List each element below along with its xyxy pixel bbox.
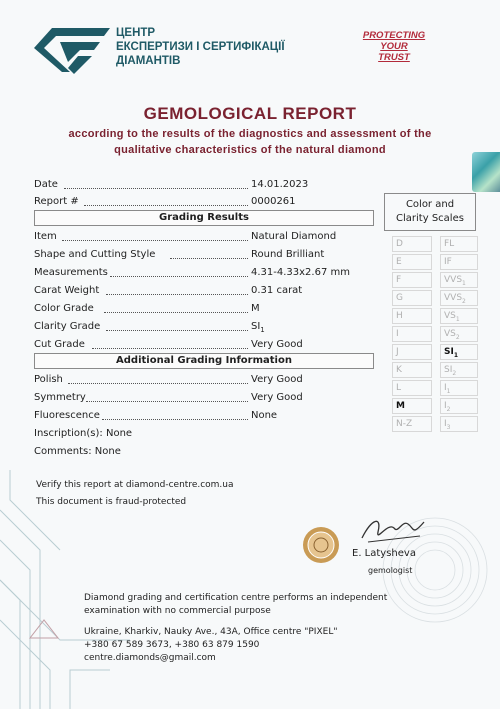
clarity-scale-cell: $SI_1$ [440,344,478,360]
comments-row: Comments: None [34,446,121,457]
footer-phones: +380 67 589 3673, +380 63 879 1590 [84,640,260,650]
additional-grading-header: Additional Grading Information [34,353,374,369]
fraud-text: This document is fraud-protected [36,497,187,507]
inscription-row: Inscription(s): None [34,428,133,439]
clarity-scale-cell: $VS_1$ [440,308,478,324]
color-scale-cell: M [392,398,432,414]
clarity-scale-cell: $VVS_2$ [440,290,478,306]
signer-role: gemologist [368,566,413,575]
color-scale-cell: I [392,326,432,342]
date-row: Date 14.01.2023 [34,176,372,193]
verify-text: Verify this report at diamond-centre.com.ua [36,480,234,490]
report-subtitle: according to the results of the diagnostics and assessment of the qualitative characteristics of the natural diamond [68,128,432,156]
footer-line2: examination with no commercial purpose [84,606,271,616]
shape-row: Shape and Cutting Style Round Brilliant [34,246,372,263]
clarity-scale-cell: $I_2$ [440,398,478,414]
carat-row: Carat Weight 0.31 carat [34,282,372,299]
scales-title: Color and Clarity Scales [384,193,476,231]
scale-row [392,236,478,254]
clarity-scale-cell: IF [440,254,478,270]
company-logo [34,26,110,76]
hologram-sticker [472,152,500,192]
clarity-scale-cell: $VS_2$ [440,326,478,342]
color-scale-cell: K [392,362,432,378]
scale-row [392,290,478,308]
symmetry-row: Symmetry Very Good [34,389,372,406]
clarity-scale-cell: $VVS_1$ [440,272,478,288]
polish-row: Polish Very Good [34,371,372,388]
gold-seal-icon [302,526,340,564]
report-number-value: 0000261 [251,196,296,207]
fluorescence-row: Fluorescence None [34,407,372,424]
clarity-scale-cell: $I_1$ [440,380,478,396]
scale-row [392,308,478,326]
color-scale-cell: D [392,236,432,252]
scale-row [392,398,478,416]
scale-row [392,272,478,290]
color-grade-row: Color Grade M [34,300,372,317]
scale-row [392,362,478,380]
measurements-row: Measurements 4.31-4.33x2.67 mm [34,264,372,281]
color-scale-cell: L [392,380,432,396]
footer-address: Ukraine, Kharkiv, Nauky Ave., 43A, Office centre "PIXEL" [84,627,338,637]
scale-row [392,380,478,398]
clarity-scale-cell: $I_3$ [440,416,478,432]
scale-row [392,344,478,362]
color-scale-cell: H [392,308,432,324]
color-scale-cell: E [392,254,432,270]
clarity-grade-row: Clarity Grade $SI_1$ [34,318,372,335]
item-row: Item Natural Diamond [34,228,372,245]
footer-line1: Diamond grading and certification centre performs an independent [84,593,388,603]
signature-icon [358,512,430,548]
color-scale-cell: N-Z [392,416,432,432]
grading-results-header: Grading Results [34,210,374,226]
color-scale-cell: F [392,272,432,288]
signer-name: E. Latysheva [352,548,416,559]
scale-row [392,416,478,434]
scale-row [392,254,478,272]
date-value: 14.01.2023 [251,179,309,190]
report-title: GEMOLOGICAL REPORT [143,104,357,123]
footer-email: centre.diamonds@gmail.com [84,653,216,663]
clarity-scale-cell: FL [440,236,478,252]
color-scale-cell: J [392,344,432,360]
clarity-scale-cell: $SI_2$ [440,362,478,378]
company-name: ЦЕНТР ЕКСПЕРТИЗИ І СЕРТИФІКАЦІЇ ДІАМАНТІВ [116,27,285,67]
report-number-row: Report # 0000261 [34,193,372,210]
scale-row [392,326,478,344]
motto: PROTECTING YOUR TRUST [362,30,426,63]
color-scale-cell: G [392,290,432,306]
cut-grade-row: Cut Grade Very Good [34,336,372,353]
